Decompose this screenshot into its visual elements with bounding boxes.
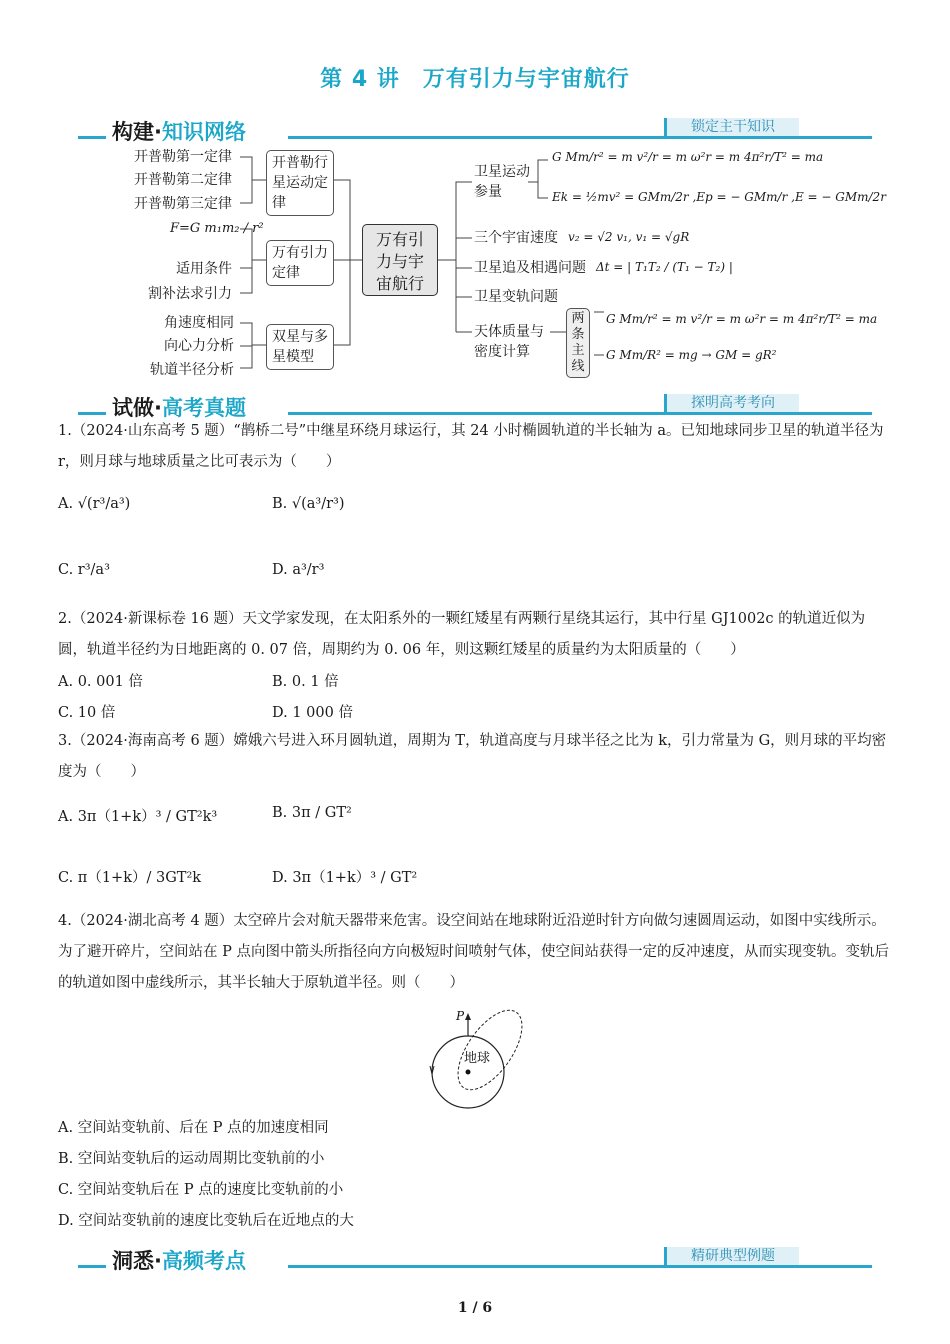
node-binary: 双星与多星模型 — [266, 324, 334, 370]
section-tag: 精研典型例题 — [664, 1247, 802, 1265]
branch-cosmic-velocity: 三个宇宙速度 — [474, 230, 558, 246]
q2-option-d: D. 1 000 倍 — [272, 705, 353, 721]
orbit-figure — [420, 1004, 530, 1112]
q3-option-a: A. 3π（1+k）³ / GT²k³ — [58, 809, 218, 825]
earth-dot — [466, 1070, 471, 1075]
arrow-head-icon — [465, 1013, 471, 1020]
q2-option-b: B. 0. 1 倍 — [272, 674, 339, 690]
formula-sat-2: Ek = ½mv² = GMm/2r ,Ep = − GMm/r ,E = − GMm/2r — [552, 190, 886, 204]
q2-option-a: A. 0. 001 倍 — [58, 674, 143, 690]
q3-option-d: D. 3π（1+k）³ / GT² — [272, 870, 418, 886]
section-tag: 探明高考考向 — [664, 394, 802, 412]
question-4: 4.（2024·湖北高考 4 题）太空碎片会对航天器带来危害。设空间站在地球附近沿逆时针方向做匀速圆周运动，如图中实线所示。为了避开碎片，空间站在 P 点向图中箭头所指径向方向极短时间喷射气体，使空间站获得一定的反冲速度，从而实现变轨。变轨后的轨道如图中虚线所示，其半长轴大于原轨道半径。则（ ） — [58, 913, 889, 991]
question-1: 1.（2024·山东高考 5 题）“鹊桥二号”中继星环绕月球运行，其 24 小时椭圆轨道的半长轴为 a。已知地球同步卫星的轨道半径为 r，则月球与地球质量之比可表示为（ ） — [58, 423, 884, 470]
section-tag: 锁定主干知识 — [664, 118, 802, 136]
q2-option-c: C. 10 倍 — [58, 705, 116, 721]
q4-option-a: A. 空间站变轨前、后在 P 点的加速度相同 — [58, 1120, 329, 1136]
section-bar-key-points — [78, 1245, 872, 1271]
q1-option-b: B. √(a³/r³) — [272, 496, 345, 512]
section-heading: 试做·高考真题 — [112, 392, 252, 422]
q1-option-a: A. √(r³/a³) — [58, 496, 131, 512]
node-center: 万有引力与宇宙航行 — [362, 224, 438, 296]
section-bar-knowledge-network — [78, 116, 872, 142]
leaf-kepler-2: 开普勒第二定律 — [134, 172, 232, 188]
q1-option-c: C. r³/a³ — [58, 562, 110, 578]
q3-option-b: B. 3π / GT² — [272, 805, 352, 821]
leaf-binary-1: 角速度相同 — [164, 315, 234, 331]
formula-chase: Δt = | T₁T₂ / (T₁ − T₂) | — [596, 260, 733, 274]
q1-option-d: D. a³/r³ — [272, 562, 325, 578]
leaf-gravity-formula: F=G m₁m₂ / r² — [170, 221, 264, 236]
leaf-gravity-conditions: 适用条件 — [176, 261, 232, 277]
question-2: 2.（2024·新课标卷 16 题）天文学家发现，在太阳系外的一颗红矮星有两颗行星绕其运行，其中行星 GJ1002c 的轨道近似为圆，轨道半径约为日地距离的 0. 07 倍，周期约为 0. 06 年，则这颗红矮星的质量约为太阳质量的（ ） — [58, 611, 866, 658]
leaf-binary-3: 轨道半径分析 — [150, 362, 234, 378]
section-heading: 构建·知识网络 — [112, 116, 252, 146]
point-label: P — [456, 1009, 465, 1023]
node-two-lines: 两条主线 — [566, 308, 590, 378]
knowledge-mindmap — [0, 140, 950, 390]
q4-option-b: B. 空间站变轨后的运动周期比变轨前的小 — [58, 1151, 325, 1167]
page-title: 第 4 讲 万有引力与宇宙航行 — [320, 67, 630, 92]
page-number: 1 / 6 — [457, 1300, 493, 1316]
section-bar-exam-questions — [78, 392, 872, 418]
branch-chase: 卫星追及相遇问题 — [474, 260, 586, 276]
leaf-kepler-1: 开普勒第一定律 — [134, 149, 232, 165]
formula-sat-1: G Mm/r² = m v²/r = m ω²r = m 4π²r/T² = ma — [552, 150, 824, 164]
q4-option-c: C. 空间站变轨后在 P 点的速度比变轨前的小 — [58, 1182, 344, 1198]
leaf-kepler-3: 开普勒第三定律 — [134, 196, 232, 212]
q3-option-c: C. π（1+k）/ 3GT²k — [58, 870, 202, 886]
leaf-binary-2: 向心力分析 — [164, 338, 234, 354]
branch-mass-density: 天体质量与密度计算 — [474, 324, 544, 360]
node-kepler: 开普勒行星运动定律 — [266, 150, 334, 216]
branch-orbit-change: 卫星变轨问题 — [474, 289, 558, 305]
formula-cosmic: v₂ = √2 v₁, v₁ = √gR — [568, 230, 690, 244]
earth-label: 地球 — [464, 1051, 491, 1066]
formula-md-1: G Mm/r² = m v²/r = m ω²r = m 4π²r/T² = ma — [606, 312, 878, 326]
formula-md-2: G Mm/R² = mg → GM = gR² — [606, 348, 777, 362]
question-3: 3.（2024·海南高考 6 题）嫦娥六号进入环月圆轨道，周期为 T，轨道高度与月球半径之比为 k，引力常量为 G，则月球的平均密度为（ ） — [58, 733, 887, 780]
section-heading: 洞悉·高频考点 — [112, 1245, 252, 1275]
node-gravity-law: 万有引力定律 — [266, 240, 334, 286]
q4-option-d: D. 空间站变轨前的速度比变轨后在近地点的大 — [58, 1213, 354, 1229]
leaf-gravity-cutfill: 割补法求引力 — [148, 286, 232, 302]
branch-sat-params: 卫星运动参量 — [474, 164, 530, 200]
